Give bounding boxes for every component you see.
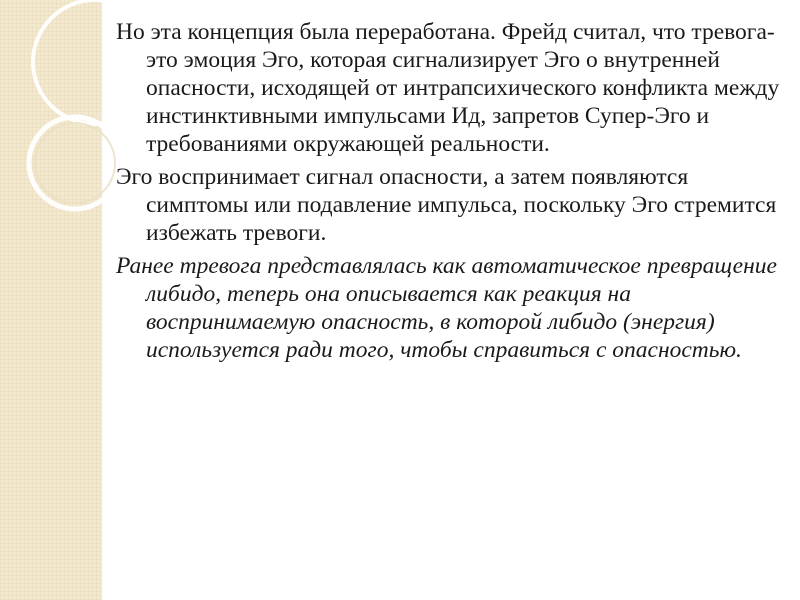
paragraph-ego-signal: Эго воспринимает сигнал опасности, а затем появляются симптомы или подавление импульса, поскольку Эго стремится избежать тревоги. (116, 164, 777, 246)
decorative-ring-small (29, 117, 121, 209)
paragraph-freud-concept: Но эта концепция была переработана. Фрейд считал, что тревога-это эмоция Эго, которая сигнализирует Эго о внутренней опасности, исходящей от интрапсихического конфликта между инстинктивными импульсами Ид, запретов Супер-Эго и требованиями окружающей реальности. (116, 19, 780, 157)
decorative-ring-inner (35, 123, 115, 203)
paragraph-earlier-view: Ранее тревога представлялась как автоматическое превращение либидо, теперь она описывается как реакция на воспринимаемую опасность, в которой либидо (энергия) используется ради того, чтобы справиться с опасностью. (116, 253, 777, 363)
slide-content (116, 18, 780, 369)
